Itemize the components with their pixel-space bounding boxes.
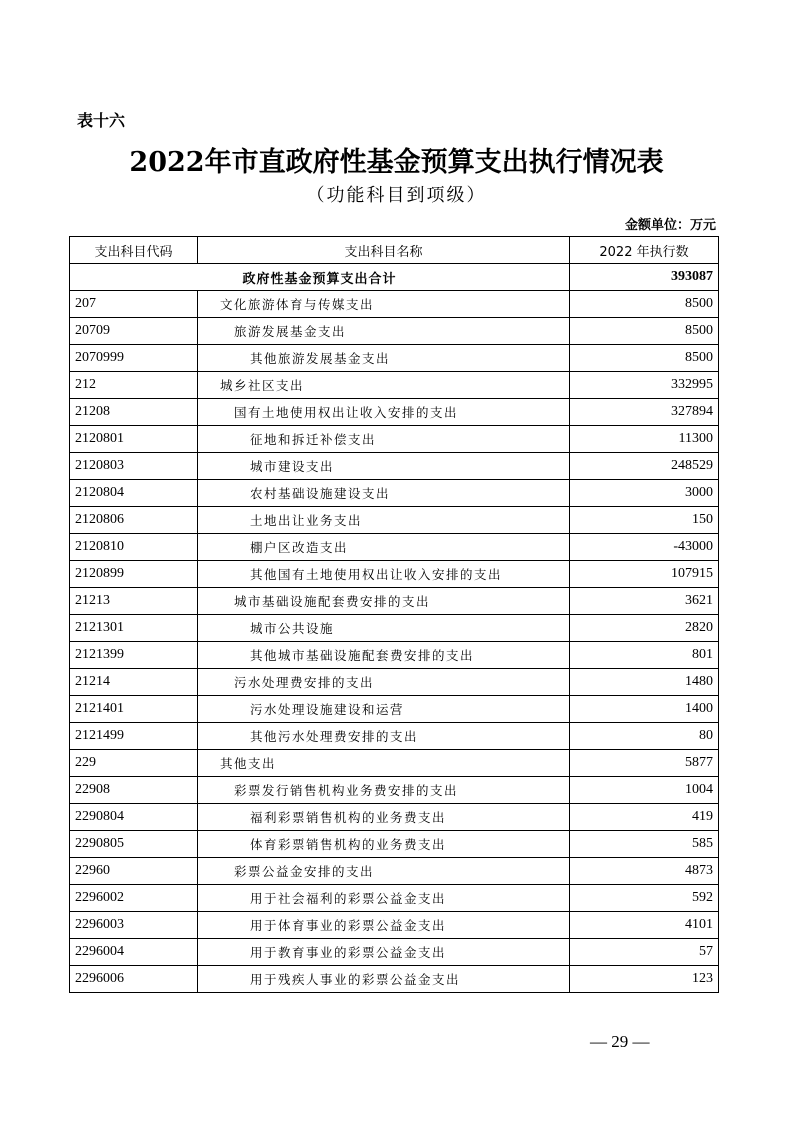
account-code: 2120806	[70, 507, 198, 534]
account-code: 2296004	[70, 939, 198, 966]
account-amount: 248529	[570, 453, 719, 480]
table-row	[70, 345, 719, 372]
account-amount: 4873	[570, 858, 719, 885]
account-name: 其他旅游发展基金支出	[198, 345, 570, 372]
account-amount: 11300	[570, 426, 719, 453]
account-amount: 8500	[570, 318, 719, 345]
account-code: 21213	[70, 588, 198, 615]
table-row	[70, 318, 719, 345]
account-amount: 3000	[570, 480, 719, 507]
account-name: 彩票发行销售机构业务费安排的支出	[198, 777, 570, 804]
account-amount: 123	[570, 966, 719, 993]
account-amount: 592	[570, 885, 719, 912]
account-amount: 3621	[570, 588, 719, 615]
account-code: 2290805	[70, 831, 198, 858]
account-code: 21214	[70, 669, 198, 696]
table-row	[70, 507, 719, 534]
account-amount: 8500	[570, 345, 719, 372]
account-name: 征地和拆迁补偿支出	[198, 426, 570, 453]
total-amount: 393087	[570, 264, 719, 291]
table-row	[70, 453, 719, 480]
account-code: 2121301	[70, 615, 198, 642]
account-name: 其他污水处理费安排的支出	[198, 723, 570, 750]
table-row	[70, 588, 719, 615]
table-row	[70, 831, 719, 858]
account-amount: 801	[570, 642, 719, 669]
account-name: 土地出让业务支出	[198, 507, 570, 534]
table-row	[70, 642, 719, 669]
account-name: 污水处理设施建设和运营	[198, 696, 570, 723]
table-row	[70, 777, 719, 804]
account-name: 用于体育事业的彩票公益金支出	[198, 912, 570, 939]
table-row	[70, 399, 719, 426]
table-row	[70, 723, 719, 750]
account-name: 国有土地使用权出让收入安排的支出	[198, 399, 570, 426]
account-code: 2120803	[70, 453, 198, 480]
table-header-row	[70, 237, 719, 264]
header-name: 支出科目名称	[198, 237, 570, 264]
unit-label: 金额单位：万元	[624, 218, 716, 233]
header-amount: 2022 年执行数	[570, 237, 719, 264]
account-name: 城市基础设施配套费安排的支出	[198, 588, 570, 615]
table-row	[70, 885, 719, 912]
expenditure-table	[69, 236, 719, 993]
account-amount: 57	[570, 939, 719, 966]
account-amount: 2820	[570, 615, 719, 642]
account-code: 2290804	[70, 804, 198, 831]
account-name: 体育彩票销售机构的业务费支出	[198, 831, 570, 858]
account-name: 城市公共设施	[198, 615, 570, 642]
account-code: 2296002	[70, 885, 198, 912]
account-amount: 327894	[570, 399, 719, 426]
account-name: 用于社会福利的彩票公益金支出	[198, 885, 570, 912]
account-name: 污水处理费安排的支出	[198, 669, 570, 696]
table-row	[70, 561, 719, 588]
table-row	[70, 426, 719, 453]
account-code: 207	[70, 291, 198, 318]
account-name: 旅游发展基金支出	[198, 318, 570, 345]
table-row	[70, 615, 719, 642]
account-name: 彩票公益金安排的支出	[198, 858, 570, 885]
account-code: 2120899	[70, 561, 198, 588]
account-code: 20709	[70, 318, 198, 345]
table-row	[70, 696, 719, 723]
account-name: 福利彩票销售机构的业务费支出	[198, 804, 570, 831]
account-code: 229	[70, 750, 198, 777]
account-name: 棚户区改造支出	[198, 534, 570, 561]
account-code: 2296003	[70, 912, 198, 939]
account-name: 其他城市基础设施配套费安排的支出	[198, 642, 570, 669]
account-code: 212	[70, 372, 198, 399]
table-row	[70, 939, 719, 966]
account-amount: 1480	[570, 669, 719, 696]
table-row	[70, 858, 719, 885]
account-name: 其他支出	[198, 750, 570, 777]
table-row	[70, 669, 719, 696]
account-amount: -43000	[570, 534, 719, 561]
account-amount: 107915	[570, 561, 719, 588]
account-name: 文化旅游体育与传媒支出	[198, 291, 570, 318]
account-code: 21208	[70, 399, 198, 426]
account-amount: 332995	[570, 372, 719, 399]
account-amount: 419	[570, 804, 719, 831]
account-code: 2121399	[70, 642, 198, 669]
account-name: 城乡社区支出	[198, 372, 570, 399]
table-row	[70, 534, 719, 561]
account-amount: 5877	[570, 750, 719, 777]
account-name: 用于教育事业的彩票公益金支出	[198, 939, 570, 966]
account-code: 2070999	[70, 345, 198, 372]
account-amount: 8500	[570, 291, 719, 318]
account-name: 用于残疾人事业的彩票公益金支出	[198, 966, 570, 993]
account-amount: 585	[570, 831, 719, 858]
total-label: 政府性基金预算支出合计	[70, 264, 570, 291]
account-name: 农村基础设施建设支出	[198, 480, 570, 507]
account-amount: 4101	[570, 912, 719, 939]
account-code: 2121499	[70, 723, 198, 750]
account-name: 其他国有土地使用权出让收入安排的支出	[198, 561, 570, 588]
table-row	[70, 804, 719, 831]
table-row	[70, 372, 719, 399]
account-amount: 80	[570, 723, 719, 750]
account-code: 2120801	[70, 426, 198, 453]
account-code: 2120810	[70, 534, 198, 561]
page-title: 2022年市直政府性基金预算支出执行情况表	[129, 147, 664, 178]
account-code: 2296006	[70, 966, 198, 993]
account-amount: 1400	[570, 696, 719, 723]
table-row	[70, 291, 719, 318]
table-row	[70, 750, 719, 777]
account-amount: 150	[570, 507, 719, 534]
account-code: 2120804	[70, 480, 198, 507]
table-row	[70, 480, 719, 507]
account-name: 城市建设支出	[198, 453, 570, 480]
table-row	[70, 966, 719, 993]
page-number: — 29 —	[590, 1032, 650, 1051]
table-label: 表十六	[77, 111, 126, 130]
account-code: 22908	[70, 777, 198, 804]
account-amount: 1004	[570, 777, 719, 804]
total-row	[70, 264, 719, 291]
account-code: 2121401	[70, 696, 198, 723]
page-subtitle: （功能科目到项级）	[306, 185, 487, 206]
account-code: 22960	[70, 858, 198, 885]
table-row	[70, 912, 719, 939]
header-code: 支出科目代码	[70, 237, 198, 264]
